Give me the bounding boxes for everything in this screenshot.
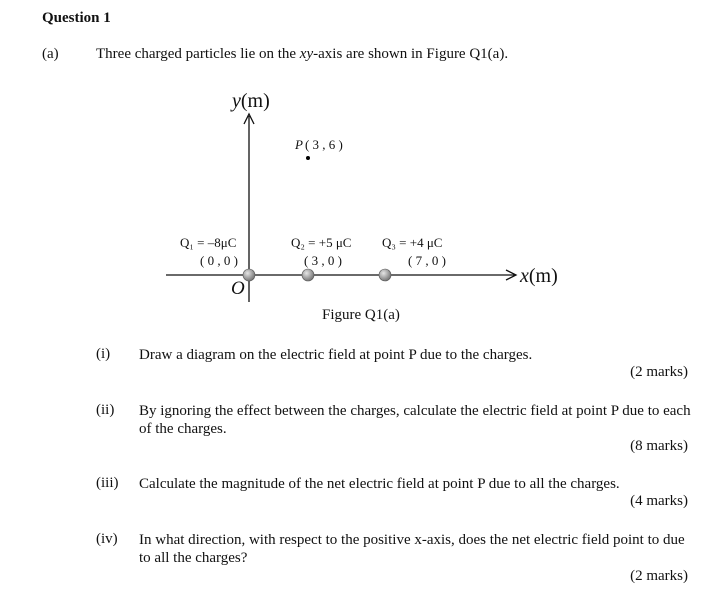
subquestion-iv-marks: (2 marks) — [630, 568, 688, 584]
subquestion-iii-marks: (4 marks) — [630, 493, 688, 509]
charge-q3-sphere — [379, 269, 391, 281]
subquestion-iii-text: Calculate the magnitude of the net electric field at point P due to all the charges. — [139, 476, 620, 492]
subquestion-ii-number: (ii) — [96, 402, 115, 418]
charge-q2-label: Q₂ = +5 μC — [291, 235, 352, 250]
charge-q1-label: Q₁ = –8μC — [180, 235, 237, 250]
x-axis-label-unit: (m) — [528, 265, 558, 287]
question-title: Question 1 — [42, 10, 111, 26]
charge-q3-coords: ( 7 , 0 ) — [408, 253, 446, 268]
charge-q1-sphere — [243, 269, 255, 281]
subquestion-i-marks: (2 marks) — [630, 364, 688, 380]
subquestion-iii-number: (iii) — [96, 475, 119, 491]
subquestion-ii-marks: (8 marks) — [630, 438, 688, 454]
y-axis-label-var: y — [232, 90, 241, 112]
subquestion-i-text: Draw a diagram on the electric field at point P due to the charges. — [139, 347, 533, 363]
part-a-text — [96, 46, 508, 63]
charge-q3-label: Q₃ = +4 μC — [382, 235, 443, 250]
part-a-text-end: -axis are shown in Figure Q1(a). — [313, 46, 509, 62]
charge-q1-coords: ( 0 , 0 ) — [200, 253, 238, 268]
subquestion-ii-text: By ignoring the effect between the charges, calculate the electric field at point P due to each of the charges. — [139, 403, 691, 437]
point-p-name: P — [295, 137, 303, 152]
part-label: (a) — [42, 46, 59, 62]
figure-q1a — [150, 82, 580, 304]
x-axis-label-var: x — [520, 265, 529, 287]
subquestion-iv-number: (iv) — [96, 531, 118, 547]
origin-label: O — [231, 278, 245, 299]
part-a-text-start: Three charged particles lie on the — [96, 46, 300, 62]
subquestion-i-number: (i) — [96, 346, 111, 362]
x-axis-label — [519, 265, 558, 287]
figure-caption: Figure Q1(a) — [322, 307, 400, 323]
point-p-coords: ( 3 , 6 ) — [304, 137, 343, 152]
y-axis-label-unit: (m) — [240, 90, 270, 112]
charge-q2-sphere — [302, 269, 314, 281]
charge-q2-coords: ( 3 , 0 ) — [304, 253, 342, 268]
axis-name: xy — [299, 46, 314, 62]
point-p-dot — [306, 156, 310, 160]
y-axis-label — [230, 90, 270, 112]
subquestion-iv-text: In what direction, with respect to the positive x-axis, does the net electric field point to due to all the charges? — [139, 532, 685, 566]
point-p-label — [294, 137, 343, 152]
